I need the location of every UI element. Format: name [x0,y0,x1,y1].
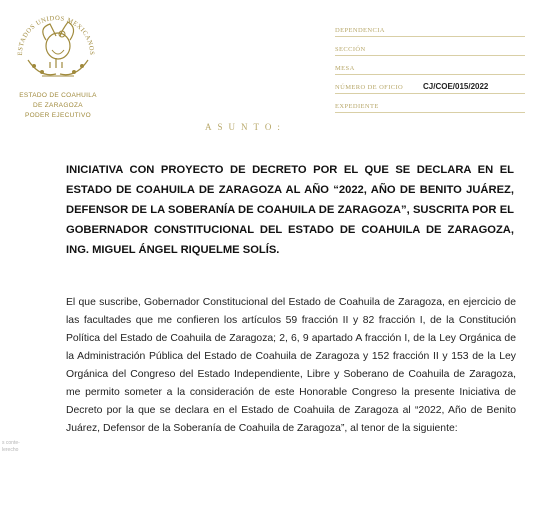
state-seal [12,10,100,82]
document-title: INICIATIVA CON PROYECTO DE DECRETO POR EL QUE SE DECLARA EN EL ESTADO DE COAHUILA DE ZARAGOZA AL AÑO “2022, AÑO DE BENITO JUÁREZ, DEFENSOR DE LA SOBERANÍA DE COAHUILA DE ZARAGOZA”, SUSCRITA POR EL GOBERNADOR CONSTITUCIONAL DEL ESTADO DE COAHUILA DE ZARAGOZA, ING. MIGUEL ÁNGEL RIQUELME SOLÍS. [66,164,514,256]
meta-label: EXPEDIENTE [335,103,379,110]
meta-row-numero-oficio [335,75,525,94]
entity-name-line3: PODER EJECUTIVO [25,112,91,119]
meta-row-dependencia [335,18,525,37]
document-metadata [335,18,525,113]
meta-label: MESA [335,65,355,72]
entity-name-line1: ESTADO DE COAHUILA [19,92,97,99]
seal-ring-text: ESTADOS UNIDOS MEXICANOS [16,14,96,56]
meta-row-expediente [335,94,525,113]
meta-row-mesa [335,56,525,75]
margin-note: s conte- lerecho [2,440,20,453]
oficio-number: CJ/COE/015/2022 [423,82,489,91]
meta-row-seccion [335,37,525,56]
meta-label: SECCIÓN [335,46,366,53]
document-body-paragraph: El que suscribe, Gobernador Constitucional del Estado de Coahuila de Zaragoza, en ejercicio de las facultades que me confieren los artículos 59 fracción II y 82 fracción I, de la Constitución Política del Estado de Coahuila de Zaragoza; 2, 6, 9 apartado A fracción I, de la Ley Orgánica de la Administración Pública del Estado de Coahuila de Zaragoza y 152 fracción II y 153 de la Ley Orgánica del Congreso del Estado Independiente, Libre y Soberano de Coahuila de Zaragoza, me permito someter a la consideración de este Honorable Congreso la presente Iniciativa de Decreto por la que se declara en el Estado de Coahuila de Zaragoza al “2022, Año de Benito Juárez, Defensor de la Soberanía de Coahuila de Zaragoza”, al tenor de la siguiente: [66,297,516,434]
meta-label: NÚMERO DE OFICIO [335,84,404,91]
entity-name-line2: DE ZARAGOZA [33,102,83,109]
asunto-label: ASUNTO: [205,122,286,132]
meta-label: DEPENDENCIA [335,27,385,34]
mexican-coat-of-arms-icon [12,10,100,82]
